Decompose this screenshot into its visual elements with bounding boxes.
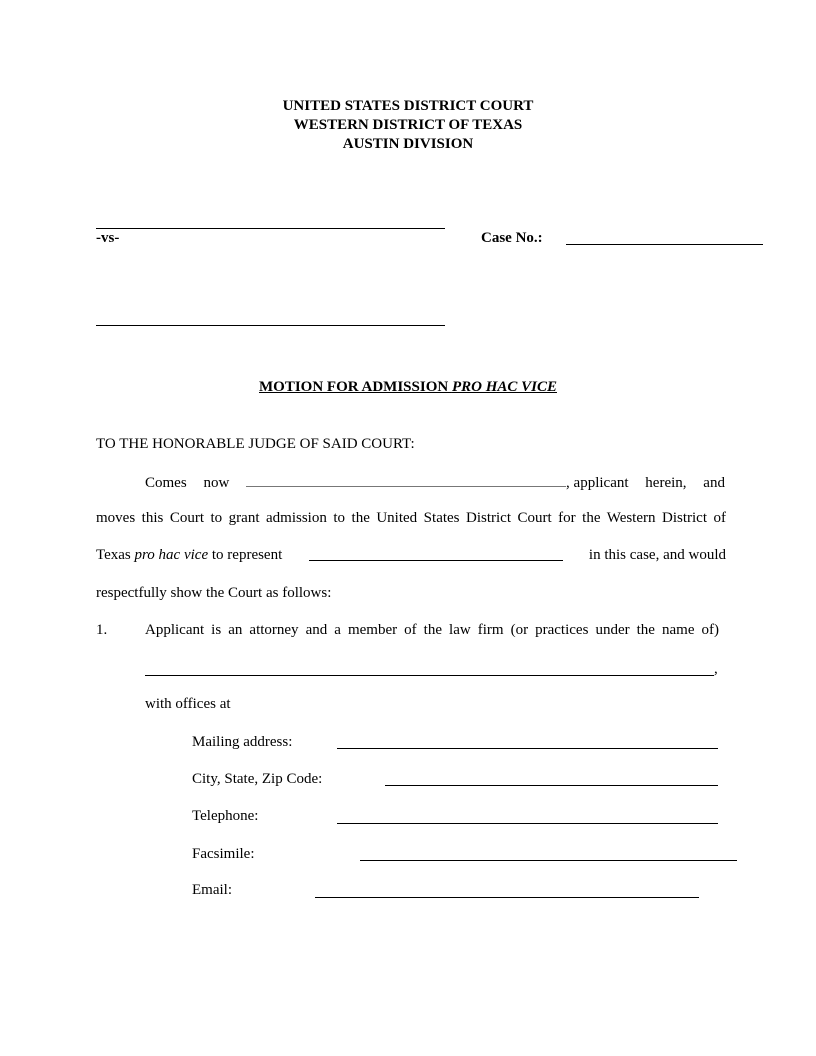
mailing-address-label: Mailing address:	[192, 734, 293, 750]
offices-label: with offices at	[145, 696, 231, 712]
law-firm-line[interactable]	[145, 675, 714, 676]
word-and: and	[703, 475, 725, 491]
item-number-1: 1.	[96, 622, 108, 638]
word-to-represent: to represent	[208, 547, 283, 563]
email-line[interactable]	[315, 897, 699, 898]
city-state-zip-label: City, State, Zip Code:	[192, 771, 323, 787]
word-comes: Comes	[145, 475, 187, 491]
motion-title-italic: PRO HAC VICE	[451, 379, 557, 395]
item-1-text: Applicant is an attorney and a member of the law firm (or practices under the name of)	[145, 622, 719, 638]
plaintiff-name-line[interactable]	[96, 228, 445, 229]
facsimile-label: Facsimile:	[192, 846, 255, 862]
client-name-line[interactable]	[309, 546, 563, 561]
motion-title-main: MOTION FOR ADMISSION	[259, 379, 452, 395]
vs-label: -vs-	[96, 230, 120, 246]
court-district: WESTERN DISTRICT OF TEXAS	[293, 117, 523, 133]
motion-title	[0, 379, 816, 396]
facsimile-line[interactable]	[360, 860, 737, 861]
word-herein: herein,	[645, 475, 687, 491]
applicant-name-line[interactable]	[246, 472, 566, 487]
salutation: TO THE HONORABLE JUDGE OF SAID COURT:	[96, 436, 415, 452]
email-label: Email:	[192, 882, 232, 898]
court-division: AUSTIN DIVISION	[342, 136, 474, 152]
telephone-label: Telephone:	[192, 808, 259, 824]
paragraph-line-4: respectfully show the Court as follows:	[96, 585, 332, 601]
case-number-line[interactable]	[566, 244, 763, 245]
telephone-line[interactable]	[337, 823, 718, 824]
in-this-case-text: in this case, and would	[588, 547, 726, 563]
word-applicant: , applicant	[566, 475, 629, 491]
word-now: now	[203, 475, 230, 491]
word-texas: Texas	[96, 547, 135, 563]
court-name: UNITED STATES DISTRICT COURT	[282, 98, 534, 114]
paragraph-line-1	[145, 472, 725, 492]
paragraph-line-3	[96, 546, 726, 564]
law-firm-comma: ,	[714, 661, 718, 677]
mailing-address-line[interactable]	[337, 748, 718, 749]
paragraph-line-2: moves this Court to grant admission to the United States District Court for the Western District of	[96, 510, 726, 526]
city-state-zip-line[interactable]	[385, 785, 718, 786]
case-number-label: Case No.:	[481, 230, 543, 246]
pro-hac-vice-italic: pro hac vice	[134, 547, 209, 563]
defendant-name-line[interactable]	[96, 325, 445, 326]
